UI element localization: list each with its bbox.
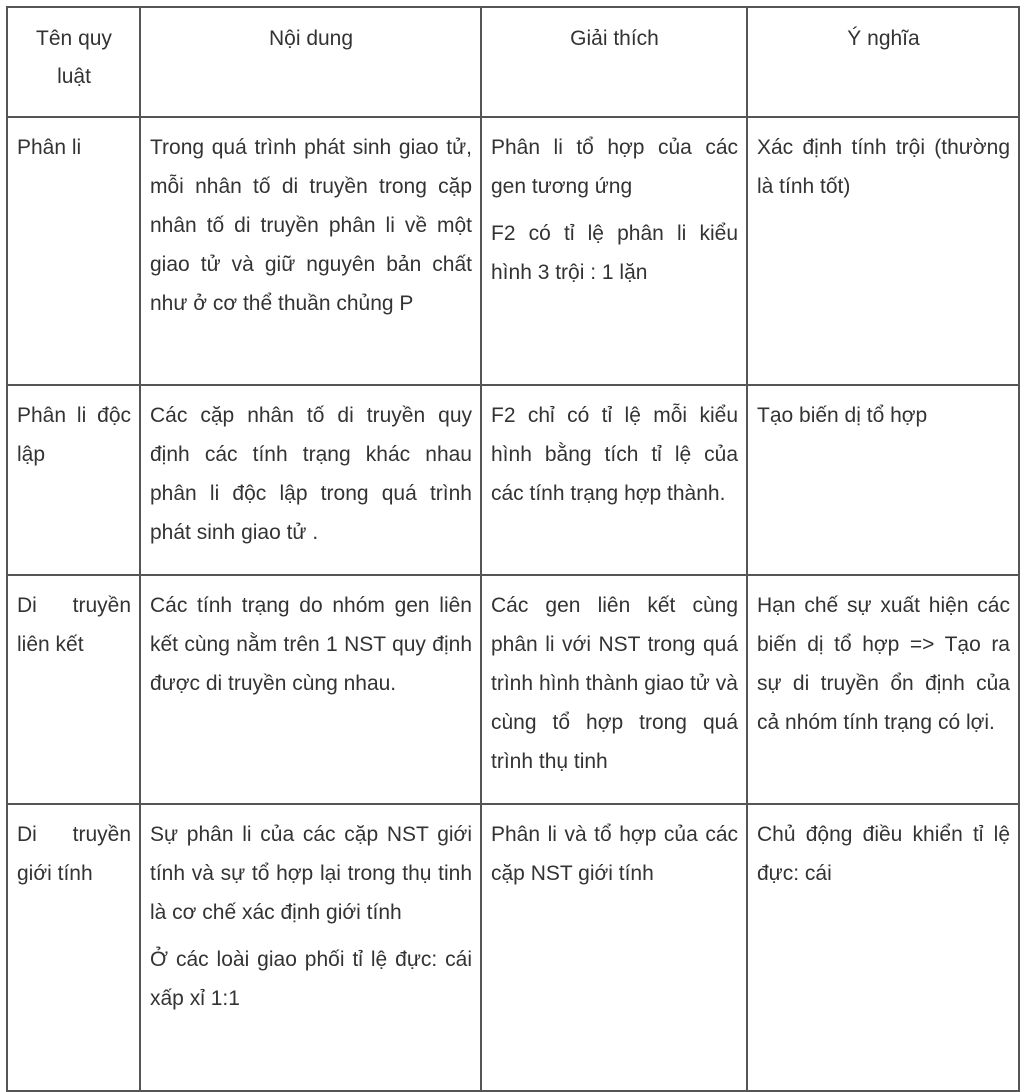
explanation-text: Phân li và tổ hợp của các cặp NST giới tính — [491, 823, 738, 885]
meaning-text: Tạo biến dị tổ hợp — [757, 404, 928, 427]
law-name-cell — [7, 804, 140, 1091]
header-meaning: Ý nghĩa — [747, 7, 1019, 117]
content-cell — [140, 117, 481, 385]
explanation-cell — [481, 117, 747, 385]
meaning-text: Xác định tính trội (thường là tính tốt) — [757, 136, 1010, 198]
explanation-text: Các gen liên kết cùng phân li với NST trong quá trình hình thành giao tử và cùng tổ hợp trong quá trình thụ tinh — [491, 594, 738, 773]
genetics-laws-table — [6, 6, 1020, 1092]
meaning-cell — [747, 385, 1019, 575]
header-law-name: Tên quy luật — [7, 7, 140, 117]
explanation-text: Phân li tổ hợp của các gen tương ứng — [491, 136, 738, 198]
table-row — [7, 385, 1019, 575]
meaning-cell — [747, 575, 1019, 804]
content-text: Trong quá trình phát sinh giao tử, mỗi nhân tố di truyền trong cặp nhân tố di truyền phân li về một giao tử và giữ nguyên bản chất như ở cơ thể thuần chủng P — [150, 136, 472, 315]
law-name: Di truyền liên kết — [17, 594, 131, 656]
meaning-cell — [747, 117, 1019, 385]
meaning-text: Chủ động điều khiển tỉ lệ đực: cái — [757, 823, 1010, 885]
law-name: Phân li độc lập — [17, 404, 131, 466]
explanation-text: F2 chỉ có tỉ lệ mỗi kiểu hình bằng tích tỉ lệ của các tính trạng hợp thành. — [491, 404, 738, 505]
meaning-text: Hạn chế sự xuất hiện các biến dị tổ hợp => Tạo ra sự di truyền ổn định của cả nhóm tính trạng có lợi. — [757, 594, 1010, 734]
explanation-cell — [481, 575, 747, 804]
content-text: Sự phân li của các cặp NST giới tính và sự tổ hợp lại trong thụ tinh là cơ chế xác định giới tính — [150, 823, 472, 924]
content-cell — [140, 385, 481, 575]
header-explanation: Giải thích — [481, 7, 747, 117]
law-name: Di truyền giới tính — [17, 823, 131, 885]
law-name-cell — [7, 117, 140, 385]
explanation-text: F2 có tỉ lệ phân li kiểu hình 3 trội : 1 lặn — [491, 222, 738, 284]
content-text: Ở các loài giao phối tỉ lệ đực: cái xấp xỉ 1:1 — [150, 948, 472, 1010]
header-row — [7, 7, 1019, 117]
table-row — [7, 117, 1019, 385]
content-cell — [140, 575, 481, 804]
content-cell — [140, 804, 481, 1091]
header-content: Nội dung — [140, 7, 481, 117]
law-name: Phân li — [17, 136, 82, 159]
explanation-cell — [481, 804, 747, 1091]
meaning-cell — [747, 804, 1019, 1091]
law-name-cell — [7, 575, 140, 804]
content-text: Các cặp nhân tố di truyền quy định các tính trạng khác nhau phân li độc lập trong quá trình phát sinh giao tử . — [150, 404, 472, 544]
content-text: Các tính trạng do nhóm gen liên kết cùng nằm trên 1 NST quy định được di truyền cùng nhau. — [150, 594, 472, 695]
explanation-cell — [481, 385, 747, 575]
table-row — [7, 804, 1019, 1091]
table-row — [7, 575, 1019, 804]
law-name-cell — [7, 385, 140, 575]
